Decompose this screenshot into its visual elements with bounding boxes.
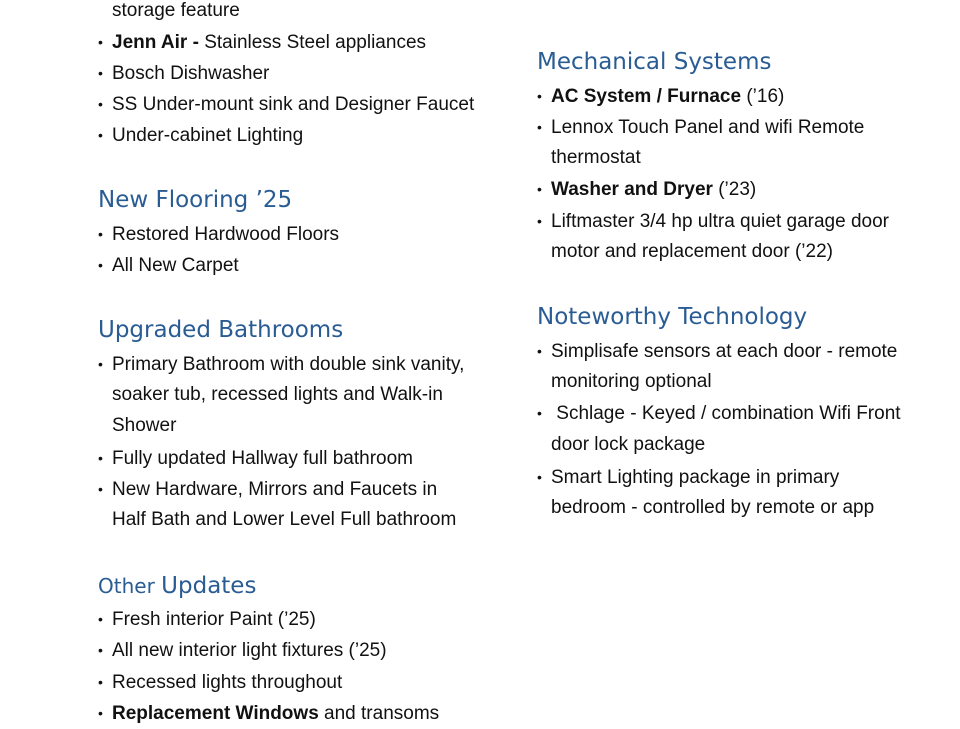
item-bold-text: Replacement Windows xyxy=(112,703,319,724)
list-item-continuation xyxy=(551,143,641,173)
item-text: Recessed lights throughout xyxy=(112,672,343,693)
list-item xyxy=(98,604,316,635)
item-text: Restored Hardwood Floors xyxy=(112,224,340,245)
item-text: (’16) xyxy=(741,86,785,107)
item-text: SS Under-mount sink and Designer Faucet xyxy=(112,94,475,115)
item-text: Liftmaster 3/4 hp ultra quiet garage door xyxy=(551,211,889,232)
section-heading-mechanical: Mechanical Systems xyxy=(537,49,772,75)
list-item-continuation xyxy=(551,430,705,460)
bullet-icon: • xyxy=(98,34,103,50)
item-bold-text: AC System / Furnace xyxy=(551,86,742,107)
item-text: Schlage - Keyed / combination Wifi Front xyxy=(551,403,901,424)
list-item xyxy=(98,667,342,698)
bullet-icon: • xyxy=(98,356,103,372)
item-text: Fully updated Hallway full bathroom xyxy=(112,448,413,469)
list-item xyxy=(537,174,756,205)
section-heading-flooring: New Flooring ’25 xyxy=(98,187,293,213)
list-item xyxy=(98,89,474,120)
list-item xyxy=(537,336,897,367)
list-item xyxy=(537,112,864,143)
list-item xyxy=(98,27,426,58)
item-text: Primary Bathroom with double sink vanity, xyxy=(112,354,465,375)
bullet-icon: • xyxy=(98,65,103,81)
item-text: Bosch Dishwasher xyxy=(112,63,270,84)
item-text: Simplisafe sensors at each door - remote xyxy=(551,341,898,362)
item-text: New Hardware, Mirrors and Faucets in xyxy=(112,479,438,500)
item-text: Shower xyxy=(112,415,177,436)
list-item xyxy=(98,698,439,729)
list-item xyxy=(98,635,387,666)
item-text: Under-cabinet Lighting xyxy=(112,125,304,146)
bullet-icon: • xyxy=(537,181,542,197)
section-heading-other-updates xyxy=(98,571,256,601)
item-text: monitoring optional xyxy=(551,371,712,392)
list-item xyxy=(98,443,413,474)
list-item xyxy=(98,474,437,505)
list-item xyxy=(98,58,269,89)
item-text: thermostat xyxy=(551,147,641,168)
item-text: (’23) xyxy=(712,179,757,200)
list-item xyxy=(98,219,339,250)
item-bold-text: Jenn Air - xyxy=(112,32,205,53)
item-text: Lennox Touch Panel and wifi Remote xyxy=(551,117,865,138)
bullet-icon: • xyxy=(537,405,542,421)
list-item-continuation xyxy=(112,380,443,410)
item-text: storage feature xyxy=(112,0,240,21)
bullet-icon: • xyxy=(537,469,542,485)
item-text: door lock package xyxy=(551,434,706,455)
list-item xyxy=(537,462,839,493)
item-text: Half Bath and Lower Level Full bathroom xyxy=(112,509,457,530)
item-text: All new interior light fixtures (’25) xyxy=(112,640,387,661)
bullet-icon: • xyxy=(98,481,103,497)
section-heading-technology: Noteworthy Technology xyxy=(537,304,808,330)
bullet-icon: • xyxy=(98,257,103,273)
bullet-icon: • xyxy=(98,642,103,658)
list-item xyxy=(98,120,303,151)
heading-part: Updates xyxy=(161,573,257,599)
list-item-continuation xyxy=(551,237,833,267)
section-heading-bathrooms: Upgraded Bathrooms xyxy=(98,317,344,343)
item-text: Fresh interior Paint (’25) xyxy=(112,609,316,630)
item-text: Stainless Steel appliances xyxy=(204,32,427,53)
item-bold-text: Washer and Dryer xyxy=(551,179,713,200)
list-item xyxy=(537,206,889,237)
item-text: and transoms xyxy=(318,703,440,724)
list-item-continuation xyxy=(551,367,712,397)
item-text: motor and replacement door (’22) xyxy=(551,241,833,262)
list-item-continuation xyxy=(112,505,456,535)
list-item-continuation xyxy=(112,411,176,441)
bullet-icon: • xyxy=(98,611,103,627)
list-item xyxy=(537,81,784,112)
bullet-icon: • xyxy=(98,450,103,466)
bullet-icon: • xyxy=(537,119,542,135)
bullet-icon: • xyxy=(537,213,542,229)
bullet-icon: • xyxy=(98,705,103,721)
bullet-icon: • xyxy=(537,343,542,359)
item-text: Smart Lighting package in primary xyxy=(551,467,840,488)
list-item xyxy=(537,398,901,429)
list-item-continuation xyxy=(112,0,240,26)
list-item xyxy=(98,250,239,281)
bullet-icon: • xyxy=(98,226,103,242)
bullet-icon: • xyxy=(98,127,103,143)
list-item xyxy=(98,349,464,380)
heading-part: Other xyxy=(98,574,162,598)
list-item-continuation xyxy=(551,493,874,523)
item-text: soaker tub, recessed lights and Walk-in xyxy=(112,384,443,405)
item-text: All New Carpet xyxy=(112,255,239,276)
bullet-icon: • xyxy=(98,674,103,690)
bullet-icon: • xyxy=(537,88,542,104)
item-text: bedroom - controlled by remote or app xyxy=(551,497,875,518)
bullet-icon: • xyxy=(98,96,103,112)
